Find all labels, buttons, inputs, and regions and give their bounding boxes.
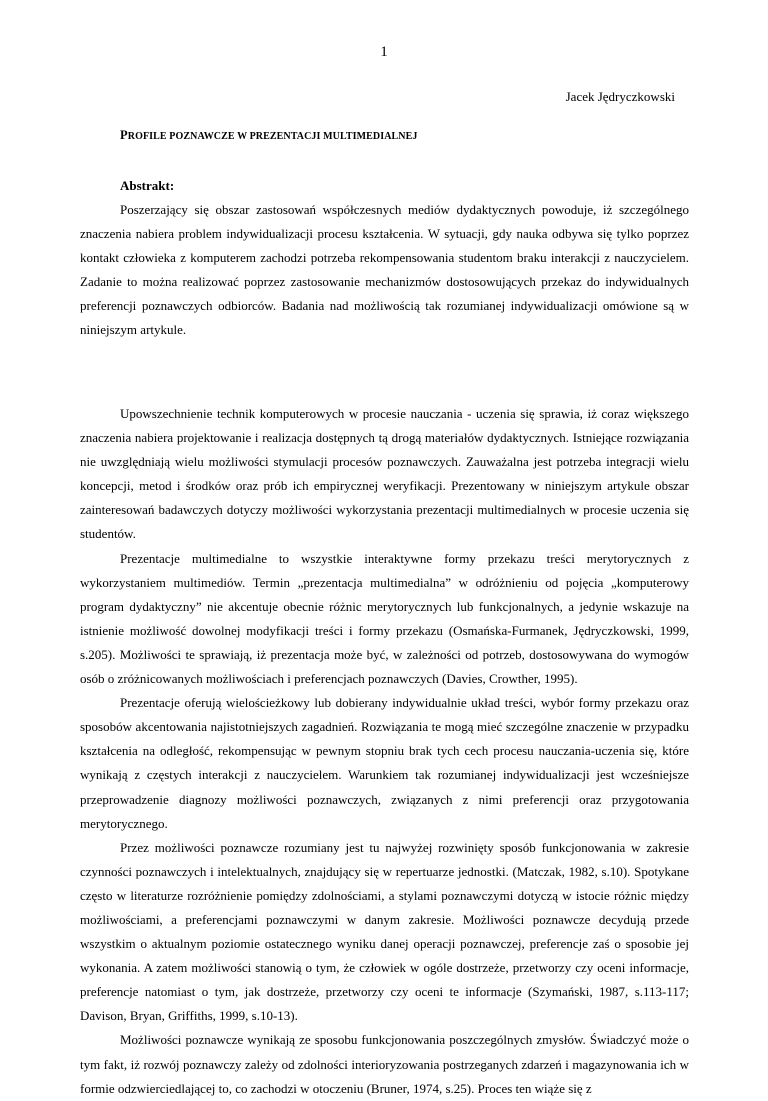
- title-first-word-rest: ROFILE: [127, 131, 167, 142]
- page-number: 1: [380, 44, 388, 60]
- title-initial: P: [120, 128, 128, 142]
- abstract-heading: Abstrakt:: [120, 178, 175, 193]
- abstract-paragraph: Poszerzający się obszar zastosowań współczesnych mediów dydaktycznych powoduje, iż szczególnego znaczenia nabiera problem indywidualizacji procesu kształcenia. W sytuacji, gdy nauka odbywa się tylko poprzez kontakt człowieka z komputerem zachodzi potrzeba rekompensowania studentom braku interakcji z nauczycielem. Zadanie to można realizować poprzez zastosowanie mechanizmów dostosowujących przekaz do indywidualnych preferencji poznawczych odbiorców. Badania nad możliwością tak rozumianej indywidualizacji omówione są w niniejszym artykule.: [80, 202, 689, 338]
- article-title: [120, 128, 418, 143]
- body-paragraph: Możliwości poznawcze wynikają ze sposobu funkcjonowania poszczególnych zmysłów. Świadczyć może o tym fakt, iż rozwój poznawczy zależy od zdolności interioryzowania postrzeganych zdarzeń i magazynowania ich w formie odzwierciedlającej to, co zachodzi w otoczeniu (Bruner, 1974, s.25). Proces ten wiąże się z: [80, 1032, 689, 1096]
- abstract-text: [80, 198, 689, 343]
- body-paragraph: Przez możliwości poznawcze rozumiany jest tu najwyżej rozwinięty sposób funkcjonowania w zakresie czynności poznawczych i intelektualnych, znajdujący się w repertuarze jednostki. (Matczak, 1982, s.10). Spotykane często w literaturze rozróżnienie pomiędzy zdolnościami, a stylami poznawczymi dotyczą w istocie różnic między możliwościami, a preferencjami poznawczymi w danym zakresie. Możliwości poznawcze decydują przede wszystkim o aktualnym poziomie ostatecznego wyniku danej operacji poznawczej, preferencje zaś o sposobie jej wykonania. A zatem możliwości stanowią o tym, że człowiek w ogóle dostrzeże, przetworzy czy oceni informacje, preferencje natomiast o tym, jak dostrzeże, przetworzy czy oceni te informacje (Szymański, 1987, s.113-117; Davison, Bryan, Griffiths, 1999, s.10-13).: [80, 839, 689, 1024]
- body-paragraph: Upowszechnienie technik komputerowych w procesie nauczania - uczenia się sprawia, iż coraz większego znaczenia nabiera projektowanie i realizacja dostępnych tą drogą materiałów dydaktycznych. Istniejące rozwiązania nie uwzględniają wielu możliwości stymulacji procesów poznawczych. Zauważalna jest potrzeba integracji wielu koncepcji, metod i środków oraz prób ich empirycznej weryfikacji. Prezentowany w niniejszym artykule obszar zainteresowań badawczych dotyczy możliwości wykorzystania prezentacji multimedialnych w procesie uczenia się studentów.: [80, 406, 689, 542]
- body-paragraph: Prezentacje oferują wielościeżkowy lub dobierany indywidualnie układ treści, wybór formy przekazu oraz sposobów akcentowania najistotniejszych zagadnień. Rozwiązania te mogą mieć szczególne znaczenie w przypadku kształcenia na odległość, rekompensując w pewnym stopniu brak tych cech procesu nauczania-uczenia się, które wynikają z częstych interakcji z nauczycielem. Warunkiem tak rozumianej indywidualizacji jest wcześniejsze przeprowadzenie diagnozy możliwości poznawczych, związanych z nimi preferencji oraz przygotowania merytorycznego.: [80, 695, 689, 831]
- article-body: [80, 402, 689, 1101]
- body-paragraph: Prezentacje multimedialne to wszystkie interaktywne formy przekazu treści merytorycznych z wykorzystaniem multimediów. Termin „prezentacja multimedialna” w odróżnieniu od pojęcia „komputerowy program dydaktyczny” nie akcentuje obecnie różnic merytorycznych lub funkcjonalnych, a jedynie wskazuje na istnienie możliwość dowolnej modyfikacji treści i formy przekazu (Osmańska-Furmanek, Jędryczkowski, 1999, s.205). Możliwości te sprawiają, iż prezentacja może być, w zależności od potrzeb, dostosowywana do wymogów osób o zróżnicowanych możliwościach i preferencjach poznawczych (Davies, Crowther, 1995).: [80, 550, 689, 687]
- author-name: Jacek Jędryczkowski: [565, 89, 675, 104]
- title-rest: POZNAWCZE W PREZENTACJI MULTIMEDIALNEJ: [166, 131, 418, 142]
